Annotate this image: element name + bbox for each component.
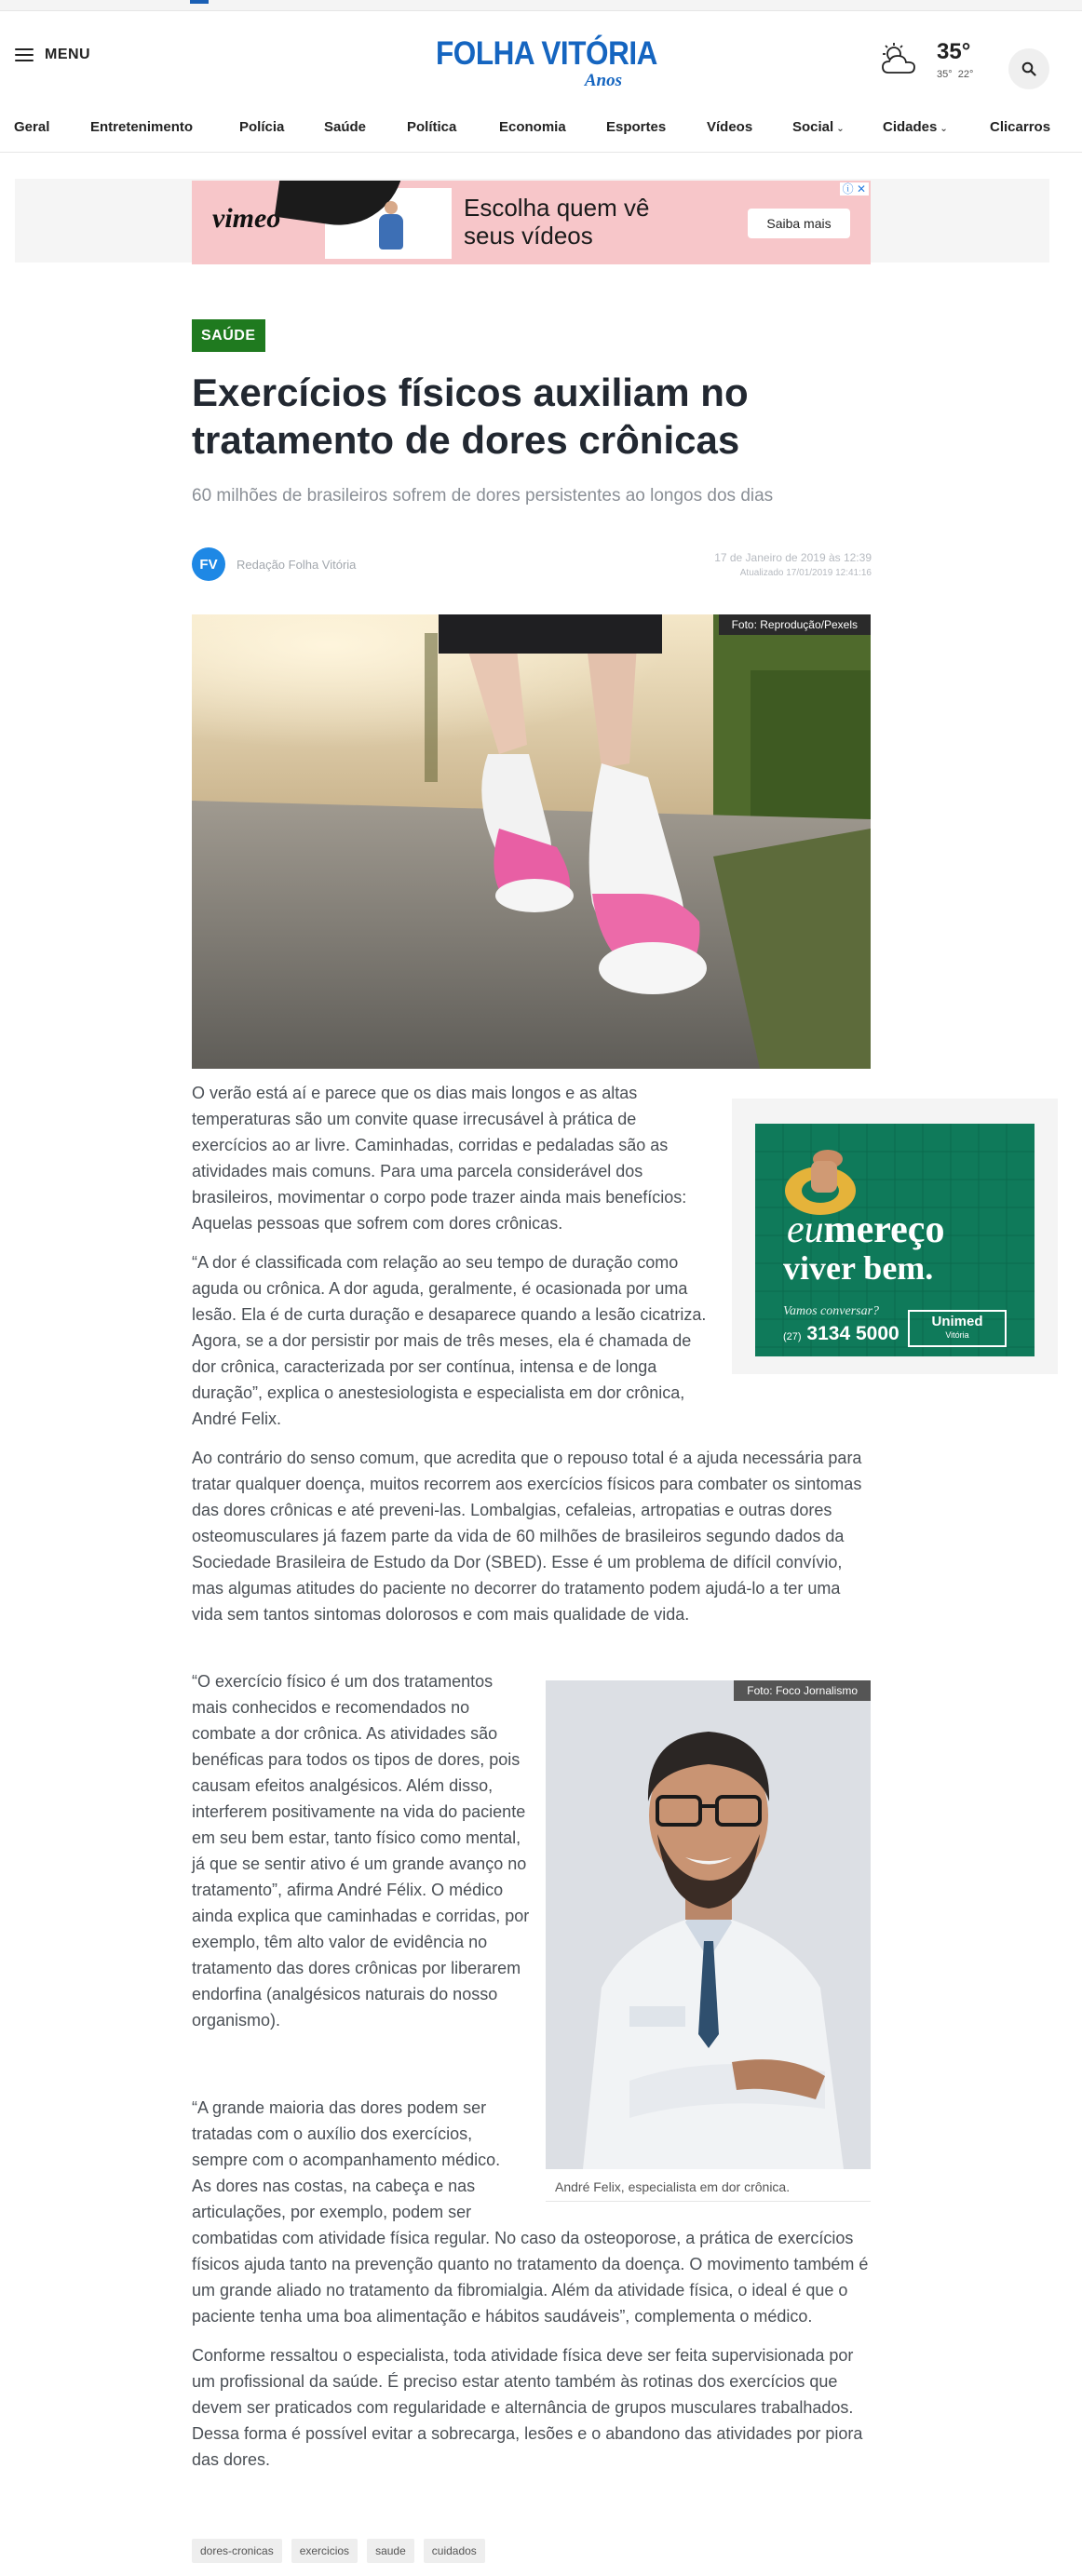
nav-label: Cidades (883, 119, 938, 135)
chevron-down-icon: ⌄ (940, 124, 948, 134)
article-subtitle: 60 milhões de brasileiros sofrem de dores persistentes ao longos dos dias (192, 486, 774, 506)
adchoices-icon[interactable]: ⓘ ✕ (840, 182, 869, 196)
chevron-down-icon: ⌄ (836, 124, 845, 134)
menu-label: MENU (45, 47, 91, 62)
logo-anniversary: Anos (584, 71, 622, 90)
weather-widget[interactable] (879, 39, 991, 95)
nav-item-geral[interactable] (14, 119, 49, 135)
nav-label: Social (792, 119, 834, 135)
nav-item-politica[interactable] (407, 119, 456, 135)
photo-float-spacer (521, 2095, 871, 2206)
nav-item-cidades[interactable] (883, 119, 948, 135)
nav-item-social[interactable] (792, 119, 845, 135)
author-name[interactable]: Redação Folha Vitória (237, 557, 357, 572)
tag-link[interactable]: cuidados (424, 2539, 485, 2563)
author-byline (192, 547, 356, 581)
current-temperature: 35° (937, 39, 971, 64)
slogan-bold: mereço (823, 1208, 945, 1251)
logo-wordmark: FOLHA VITÓRIA (436, 35, 657, 72)
nav-label: Clicarros (990, 119, 1051, 135)
nav-label: Polícia (239, 119, 285, 135)
slogan-thin: eu (787, 1208, 824, 1251)
vimeo-logo: vimeo (212, 203, 281, 234)
ad-phone-number: 3134 5000 (806, 1323, 899, 1344)
nav-label: Esportes (606, 119, 667, 135)
tag-link[interactable]: saude (367, 2539, 414, 2563)
ad-question: Vamos conversar? (783, 1304, 880, 1318)
nav-label: Entretenimento (90, 119, 194, 135)
tag-link[interactable]: exercicios (291, 2539, 358, 2563)
article-paragraph: “O exercício físico é um dos tratamentos mais conhecidos e recomendados no combate a dor crônica. As atividades são benéficas para todos os tipos de dores, pois causam efeitos analgésicos. Além disso, interferem positivamente na vida do paciente em seu bem estar, tanto físico como mental, já que se sentir ativo é um grande avanço no tratamento”, afirma André Félix. O médico ainda explica que caminhadas e corridas, por exemplo, têm alto valor de evidência no tratamento das dores crônicas por liberarem endorfina (analgésicos naturais do nosso organismo). (192, 1672, 530, 2030)
walking-feet-photo (192, 614, 871, 1069)
unimed-brand: Unimed (931, 1314, 983, 1329)
main-nav (0, 108, 1082, 153)
top-strip-accent (190, 0, 209, 4)
search-button[interactable] (1008, 48, 1049, 89)
nav-item-saude[interactable] (324, 119, 366, 135)
category-badge[interactable]: SAÚDE (192, 319, 265, 352)
hamburger-icon (15, 48, 34, 61)
unimed-ad[interactable] (755, 1124, 1035, 1356)
article-paragraph: “A grande maioria das dores podem ser tratadas com o auxílio dos exercícios, sempre com o acompanhamento médico. As dores nas costas, na cabeça e nas articulações, por exemplo, podem ser combatidas com atividade física regular. No caso da osteoporose, a prática de exercícios físicos ajuda tanto na prevenção quanto no tratamento da doença. O movimento também é um grande aliado no tratamento da fibromialgia. Além da atividade física, o ideal é que o paciente tenha uma boa alimentação e hábitos saudáveis”, complementa o médico. (192, 2098, 869, 2326)
max-temperature: 35° (937, 69, 953, 80)
article-paragraph: “A dor é classificada com relação ao seu tempo de duração como aguda ou crônica. A dor aguda, geralmente, é ocasionada por uma lesão. Ela é de curta duração e desaparece quando a lesão cicatriza. Agora, se a dor persistir por mais de três meses, ela é chamada de dor crônica, caracterizada por ser contínua, intensa e de longa duração”, explica o anestesiologista e especialista em dor crônica, André Felix. (192, 1253, 707, 1428)
partly-cloudy-icon (879, 43, 920, 76)
ad-cta-button[interactable]: Saiba mais (748, 209, 850, 238)
hero-photo-credit: Foto: Reprodução/Pexels (719, 614, 871, 635)
menu-button[interactable] (15, 47, 90, 63)
temperature-range (937, 69, 973, 80)
min-temperature: 22° (957, 69, 974, 80)
published-date: 17 de Janeiro de 2019 às 12:39 (714, 551, 872, 564)
site-logo[interactable] (436, 32, 657, 91)
ad-phone (783, 1323, 899, 1345)
vimeo-banner-ad[interactable] (192, 181, 871, 264)
top-strip (0, 0, 1082, 11)
article-paragraph: Ao contrário do senso comum, que acredita que o repouso total é a ajuda necessária para tratar qualquer doença, muitos recorrem aos exercícios físicos para combater os sintomas das dores crônicas e até preveni-las. Lombalgias, cefaleias, artropatias e outras dores osteomusculares já fazem parte da vida de 60 milhões de brasileiros segundo dados da Sociedade Brasileira de Estudo da Dor (SBED). Esse é um problema de difícil convívio, mas algumas atitudes do paciente no decorrer do tratamento podem ajudá-lo a ter uma vida sem tantos sintomas dolorosos e com mais qualidade de vida. (192, 1449, 862, 1624)
nav-item-entretenimento[interactable] (90, 119, 193, 135)
ad-photo (325, 188, 452, 259)
search-icon (1021, 61, 1036, 76)
updated-date: Atualizado 17/01/2019 12:41:16 (739, 568, 872, 578)
article-paragraph: Conforme ressaltou o especialista, toda atividade física deve ser feita supervisionada por um profissional da saúde. É preciso estar atento também às rotinas dos exercícios que devem ser praticados com regularidade e alternância de grupos musculares trabalhados. Dessa forma é possível evitar a sobrecarga, lesões e o abandono das atividades por piora das dores. (192, 2346, 863, 2469)
nav-item-videos[interactable] (707, 119, 752, 135)
article-body-quote (192, 1668, 531, 2046)
article-title: Exercícios físicos auxiliam no tratamento de dores crônicas (192, 371, 749, 462)
hero-image (192, 614, 871, 1069)
article-paragraph: O verão está aí e parece que os dias mais longos e as altas temperaturas são um convite quase irrecusável à prática de exercícios ao ar livre. Caminhadas, corridas e pedaladas são as atividades mais comuns. Para uma parcela considerável dos brasileiros, movimentar o corpo pode trazer ainda mais benefícios: Aquelas pessoas que sofrem com dores crônicas. (192, 1084, 687, 1233)
nav-label: Saúde (324, 119, 367, 135)
nav-label: Política (407, 119, 457, 135)
nav-item-economia[interactable] (499, 119, 566, 135)
author-avatar: FV (192, 547, 225, 581)
nav-item-esportes[interactable] (606, 119, 666, 135)
site-header (0, 11, 1082, 104)
nav-item-clicarros[interactable] (990, 119, 1050, 135)
unimed-sub: Vitória (945, 1330, 969, 1340)
ad-slogan-line1 (787, 1207, 944, 1252)
article-body-top (192, 1080, 713, 1445)
nav-label: Vídeos (707, 119, 753, 135)
nav-label: Economia (499, 119, 566, 135)
unimed-logo (908, 1310, 1007, 1347)
article-tags (192, 2539, 485, 2563)
nav-label: Geral (14, 119, 50, 135)
article-body-middle (192, 1445, 871, 1640)
ad-headline: Escolha quem vê seus vídeos (464, 194, 650, 250)
article-body-closing (192, 2095, 871, 2486)
doctor-photo-caption: André Felix, especialista em dor crônica. (546, 2173, 871, 2202)
article-dates (714, 551, 872, 578)
doctor-photo-credit: Foto: Foco Jornalismo (734, 1680, 871, 1701)
tag-link[interactable]: dores-cronicas (192, 2539, 282, 2563)
ad-slogan-line2: viver bem. (783, 1249, 934, 1287)
ad-phone-prefix: (27) (783, 1331, 802, 1342)
nav-item-policia[interactable] (239, 119, 284, 135)
